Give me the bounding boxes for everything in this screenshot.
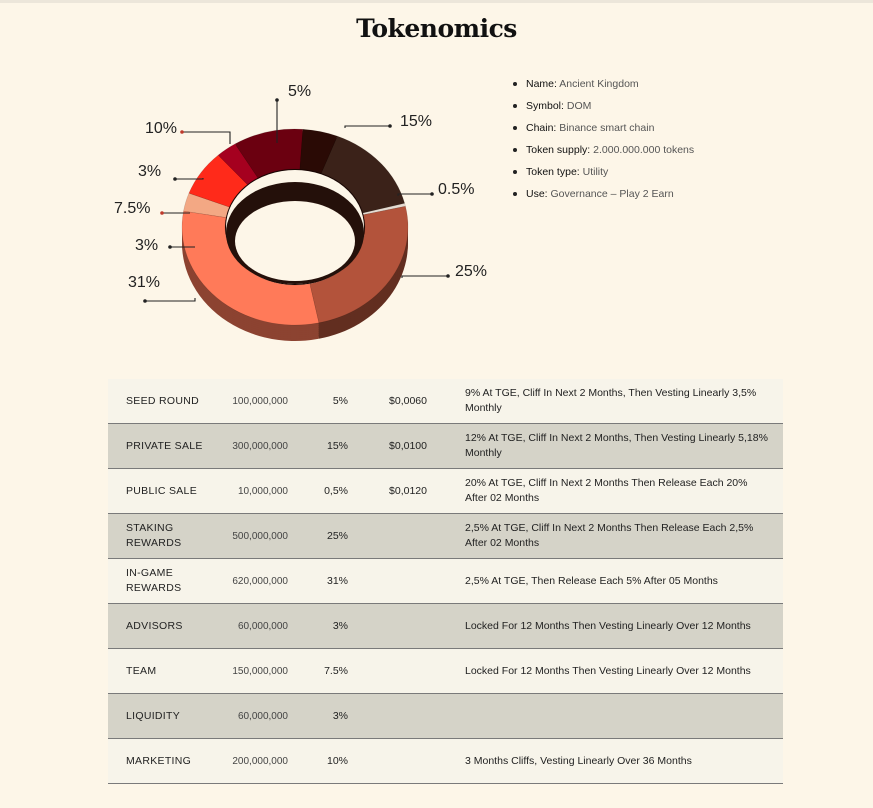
token-info-item (511, 76, 694, 98)
allocation-price (378, 739, 438, 783)
allocation-amount: 150,000,000 (232, 665, 288, 677)
token-info-value: Utility (582, 166, 609, 178)
allocation-amount: 60,000,000 (237, 620, 288, 632)
token-info-key: Token supply: (526, 144, 591, 156)
allocation-price: $0,0100 (389, 439, 427, 452)
page-title: Tokenomics (356, 14, 517, 43)
slice-label: 3% (138, 163, 162, 180)
slice-label: 5% (288, 83, 312, 100)
token-info-value: 2.000.000.000 tokens (593, 144, 695, 156)
donut-hole-floor (235, 201, 355, 281)
slice-label: 31% (128, 274, 161, 291)
table-row (108, 559, 783, 604)
slice-leader-dot (168, 245, 172, 249)
token-info-key: Name: (526, 78, 557, 90)
allocation-name: IN-GAME REWARDS (126, 567, 182, 594)
slice-leader-line (182, 132, 230, 144)
allocation-price (378, 514, 438, 558)
allocation-price (378, 649, 438, 693)
allocation-amount: 100,000,000 (232, 395, 288, 407)
allocation-name: MARKETING (126, 754, 192, 767)
token-info-item (511, 164, 694, 186)
table-row (108, 649, 783, 694)
token-info-item (511, 98, 694, 120)
token-info-item (511, 142, 694, 164)
allocation-price: $0,0060 (389, 394, 427, 407)
slice-leader-dot (430, 192, 434, 196)
slice-leader-dot (388, 124, 392, 128)
slice-leader-line (345, 126, 390, 128)
allocation-percent: 0,5% (324, 484, 348, 497)
slice-leader-dot (180, 130, 184, 134)
allocation-name: PRIVATE SALE (126, 439, 203, 452)
slice-leader-line (402, 276, 448, 278)
token-info-key: Use: (526, 188, 548, 200)
slice-leader-dot (143, 299, 147, 303)
token-info-list (511, 76, 694, 208)
allocation-price (378, 694, 438, 738)
slice-leader-dot (275, 98, 279, 102)
allocation-vesting: Locked For 12 Months Then Vesting Linearly Over 12 Months (465, 619, 751, 632)
allocation-amount: 500,000,000 (232, 530, 288, 542)
token-info-value: Binance smart chain (559, 122, 655, 134)
token-info-item (511, 186, 694, 208)
allocation-vesting (465, 694, 770, 738)
token-info-item (511, 120, 694, 142)
allocation-amount: 60,000,000 (237, 710, 288, 722)
slice-label: 25% (455, 263, 488, 280)
allocation-name: ADVISORS (126, 619, 183, 632)
table-row (108, 739, 783, 784)
token-info-key: Chain: (526, 122, 557, 134)
allocation-name: TEAM (126, 664, 157, 677)
allocation-vesting: 20% At TGE, Cliff In Next 2 Months Then Release Each 20% After 02 Months (465, 477, 748, 504)
allocation-price: $0,0120 (389, 484, 427, 497)
allocation-percent: 7.5% (324, 664, 348, 677)
slice-label: 0.5% (438, 181, 475, 198)
token-info-key: Symbol: (526, 100, 564, 112)
allocation-name: PUBLIC SALE (126, 484, 197, 497)
allocation-vesting: 2,5% At TGE, Cliff In Next 2 Months Then Release Each 2,5% After 02 Months (465, 522, 754, 549)
table-row (108, 379, 783, 424)
allocation-amount: 10,000,000 (237, 485, 288, 497)
allocation-percent: 25% (326, 529, 348, 542)
table-row (108, 469, 783, 514)
allocation-table (108, 379, 783, 784)
slice-label: 7.5% (114, 200, 151, 217)
allocation-amount: 620,000,000 (232, 575, 288, 587)
tokenomics-donut-chart (100, 70, 500, 370)
allocation-vesting: 12% At TGE, Cliff In Next 2 Months, Then Vesting Linearly 5,18% Monthly (465, 432, 768, 459)
allocation-percent: 3% (332, 709, 348, 722)
table-row (108, 424, 783, 469)
allocation-name: SEED ROUND (126, 394, 200, 407)
slice-leader-dot (173, 177, 177, 181)
allocation-percent: 10% (326, 754, 348, 767)
allocation-vesting: 2,5% At TGE, Then Release Each 5% After 05 Months (465, 574, 718, 587)
allocation-name: LIQUIDITY (126, 709, 181, 722)
token-info-value: DOM (566, 100, 592, 112)
allocation-price (378, 559, 438, 603)
top-border (0, 0, 873, 3)
allocation-percent: 15% (326, 439, 348, 452)
slice-leader-line (398, 194, 432, 196)
table-row (108, 514, 783, 559)
slice-leader-line (145, 298, 195, 301)
slice-label: 15% (400, 113, 433, 130)
allocation-percent: 31% (326, 574, 348, 587)
allocation-amount: 300,000,000 (232, 440, 288, 452)
allocation-amount: 200,000,000 (232, 755, 288, 767)
token-info-value: Governance – Play 2 Earn (550, 188, 674, 200)
allocation-vesting: 9% At TGE, Cliff In Next 2 Months, Then Vesting Linearly 3,5% Monthly (465, 387, 757, 414)
allocation-vesting: Locked For 12 Months Then Vesting Linearly Over 12 Months (465, 664, 751, 677)
allocation-percent: 5% (332, 394, 348, 407)
table-row (108, 694, 783, 739)
allocation-name: STAKING REWARDS (126, 522, 182, 549)
allocation-price (378, 604, 438, 648)
slice-leader-dot (160, 211, 164, 215)
slice-label: 3% (135, 237, 159, 254)
table-row (108, 604, 783, 649)
allocation-vesting: 3 Months Cliffs, Vesting Linearly Over 36 Months (465, 754, 692, 767)
token-info-value: Ancient Kingdom (559, 78, 639, 90)
allocation-percent: 3% (332, 619, 348, 632)
token-info-key: Token type: (526, 166, 580, 178)
slice-leader-dot (446, 274, 450, 278)
slice-label: 10% (145, 120, 178, 137)
